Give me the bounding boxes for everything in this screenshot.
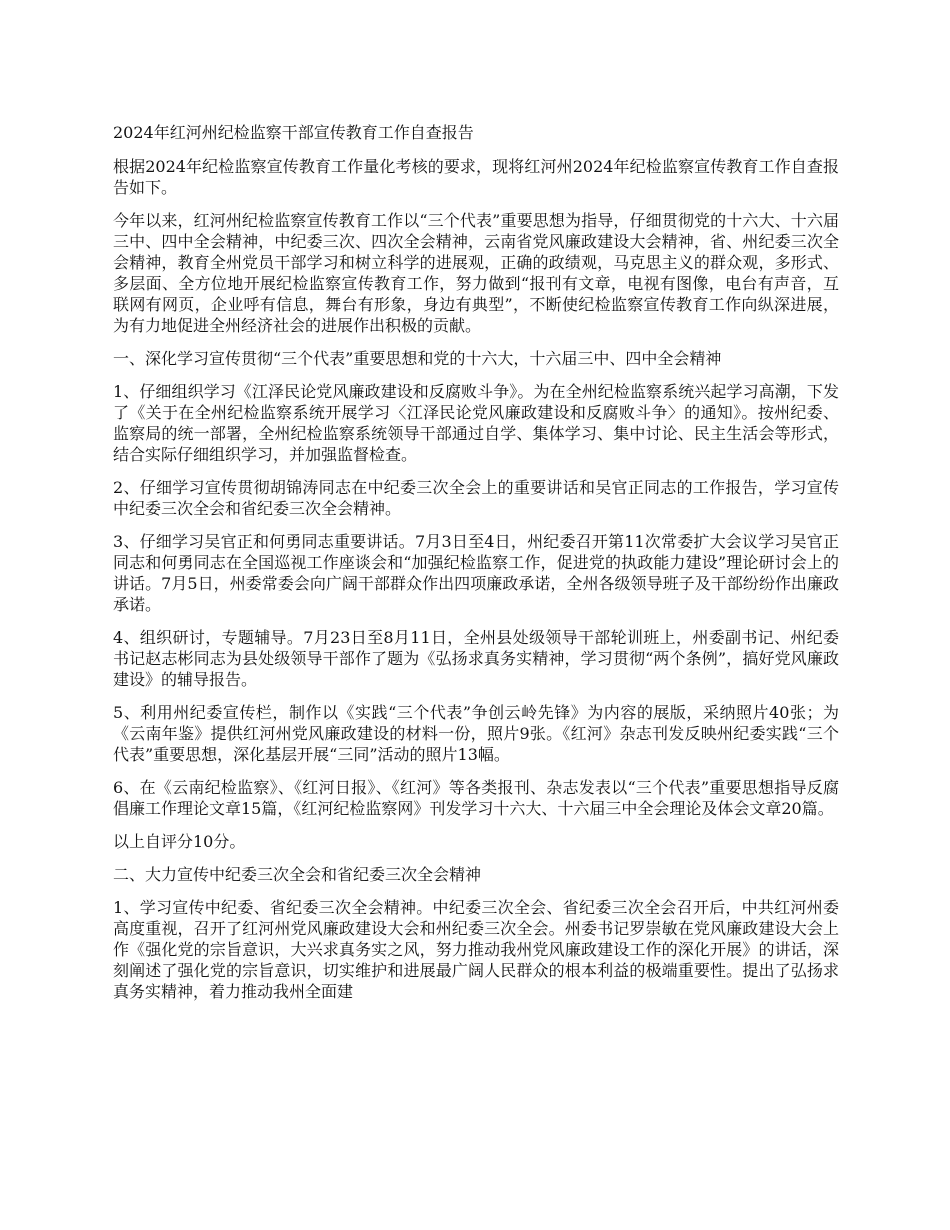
self-score-note: 以上自评分10分。 xyxy=(113,832,246,851)
paragraph-intro: 根据2024年纪检监察宣传教育工作量化考核的要求，现将红河州2024年纪检监察宣传教育工作自查报告如下。 xyxy=(113,157,839,197)
section-heading-1: 一、深化学习宣传贯彻“三个代表”重要思想和党的十六大，十六届三中、四中全会精神 xyxy=(113,349,722,368)
paragraph-item-1-1: 1、仔细组织学习《江泽民论党风廉政建设和反腐败斗争》。为在全州纪检监察系统兴起学习高潮，下发了《关于在全州纪检监察系统开展学习〈江泽民论党风廉政建设和反腐败斗争〉的通知》。按州纪委、监察局的统一部署，全州纪检监察系统领导干部通过自学、集体学习、集中讨论、民主生活会等形式，结合实际仔细组织学习，并加强监督检查。 xyxy=(113,382,839,464)
paragraph-overview: 今年以来，红河州纪检监察宣传教育工作以“三个代表”重要思想为指导，仔细贯彻党的十六大、十六届三中、四中全会精神，中纪委三次、四次全会精神，云南省党风廉政建设大会精神，省、州纪委三次全会精神，教育全州党员干部学习和树立科学的进展观，正确的政绩观，马克思主义的群众观，多形式、多层面、全方位地开展纪检监察宣传教育工作，努力做到“报刊有文章，电视有图像，电台有声音，互联网有网页，企业呼有信息，舞台有形象，身边有典型”，不断使纪检监察宣传教育工作向纵深进展，为有力地促进全州经济社会的进展作出积极的贡献。 xyxy=(113,211,839,335)
document-page xyxy=(113,122,839,1014)
paragraph-item-1-3: 3、仔细学习吴官正和何勇同志重要讲话。7月3日至4日，州纪委召开第11次常委扩大会议学习吴官正同志和何勇同志在全国巡视工作座谈会和“加强纪检监察工作，促进党的执政能力建设”理论研讨会上的讲话。7月5日，州委常委会向广阔干部群众作出四项廉政承诺，全州各级领导班子及干部纷纷作出廉政承诺。 xyxy=(113,532,839,614)
paragraph-item-1-6: 6、在《云南纪检监察》、《红河日报》、《红河》等各类报刊、杂志发表以“三个代表”重要思想指导反腐倡廉工作理论文章15篇，《红河纪检监察网》刊发学习十六大、十六届三中全会理论及体会文章20篇。 xyxy=(113,778,839,818)
paragraph-item-1-5: 5、利用州纪委宣传栏，制作以《实践“三个代表”争创云岭先锋》为内容的展版，采纳照片40张；为《云南年鉴》提供红河州党风廉政建设的材料一份，照片9张。《红河》杂志刊发反映州纪委实践“三个代表”重要思想，深化基层开展“三同”活动的照片13幅。 xyxy=(113,703,839,764)
paragraph-item-1-2: 2、仔细学习宣传贯彻胡锦涛同志在中纪委三次全会上的重要讲话和吴官正同志的工作报告，学习宣传中纪委三次全会和省纪委三次全会精神。 xyxy=(113,478,839,518)
document-title: 2024年红河州纪检监察干部宣传教育工作自查报告 xyxy=(113,123,474,142)
paragraph-item-1-4: 4、组织研讨，专题辅导。7月23日至8月11日，全州县处级领导干部轮训班上，州委副书记、州纪委书记赵志彬同志为县处级领导干部作了题为《弘扬求真务实精神，学习贯彻“两个条例”，搞好党风廉政建设》的辅导报告。 xyxy=(113,628,839,689)
section-heading-2: 二、大力宣传中纪委三次全会和省纪委三次全会精神 xyxy=(113,865,482,884)
paragraph-item-2-1: 1、学习宣传中纪委、省纪委三次全会精神。中纪委三次全会、省纪委三次全会召开后，中共红河州委高度重视，召开了红河州党风廉政建设大会和州纪委三次全会。州委书记罗崇敏在党风廉政建设大会上作《强化党的宗旨意识，大兴求真务实之风，努力推动我州党风廉政建设工作的深化开展》的讲话，深刻阐述了强化党的宗旨意识，切实维护和进展最广阔人民群众的根本利益的极端重要性。提出了弘扬求真务实精神，着力推动我州全面建 xyxy=(113,898,839,1001)
